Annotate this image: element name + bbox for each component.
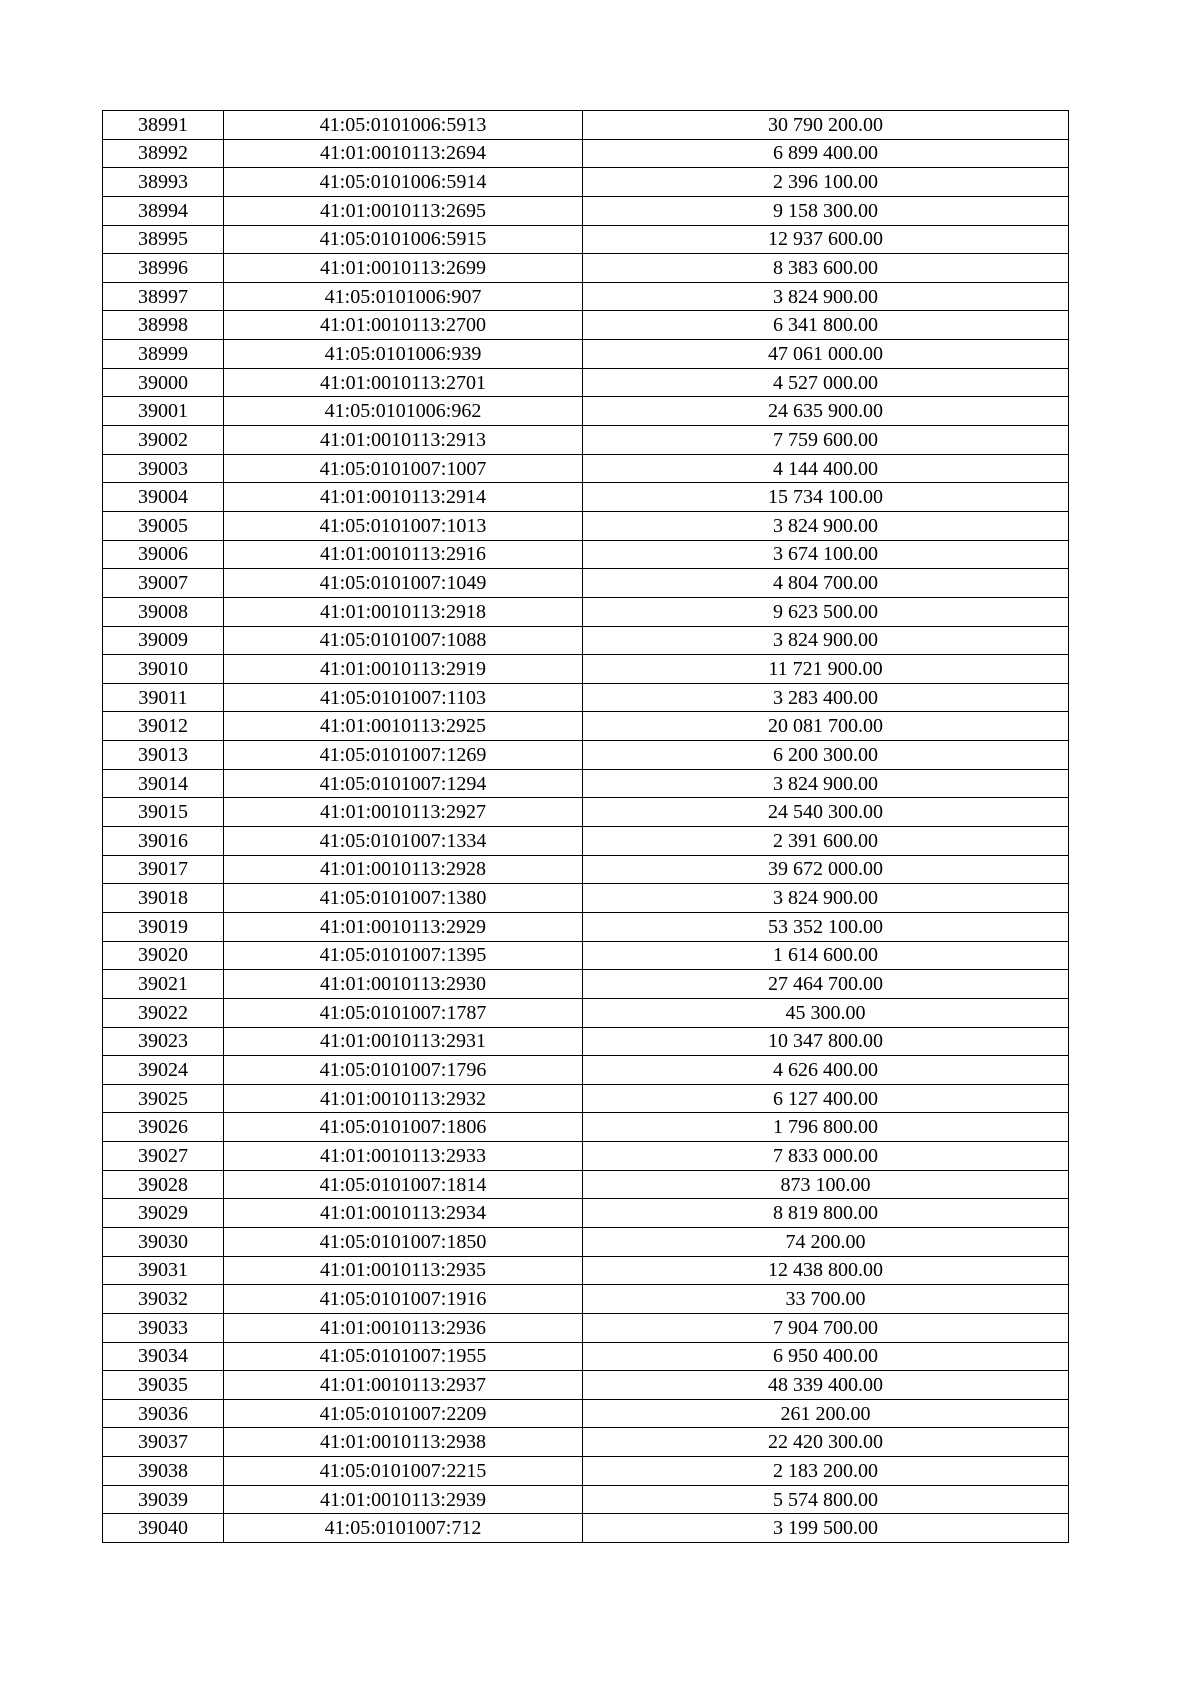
row-number-cell: 39021 — [103, 970, 224, 999]
row-number-cell: 39028 — [103, 1170, 224, 1199]
cadastral-value-cell: 22 420 300.00 — [583, 1428, 1069, 1457]
cadastral-number-cell: 41:05:0101007:1814 — [224, 1170, 583, 1199]
cadastral-number-cell: 41:05:0101006:962 — [224, 397, 583, 426]
cadastral-number-cell: 41:01:0010113:2699 — [224, 254, 583, 283]
cadastral-value-cell: 12 438 800.00 — [583, 1256, 1069, 1285]
cadastral-value-cell: 261 200.00 — [583, 1399, 1069, 1428]
cadastral-number-cell: 41:05:0101007:1007 — [224, 454, 583, 483]
table-row — [103, 1485, 1069, 1514]
cadastral-value-cell: 6 950 400.00 — [583, 1342, 1069, 1371]
cadastral-number-cell: 41:05:0101007:1796 — [224, 1056, 583, 1085]
table-row — [103, 597, 1069, 626]
cadastral-value-cell: 1 796 800.00 — [583, 1113, 1069, 1142]
row-number-cell: 39022 — [103, 998, 224, 1027]
table-row — [103, 1113, 1069, 1142]
cadastral-number-cell: 41:01:0010113:2933 — [224, 1142, 583, 1171]
table-row — [103, 655, 1069, 684]
table-row — [103, 683, 1069, 712]
cadastral-value-cell: 3 824 900.00 — [583, 511, 1069, 540]
cadastral-number-cell: 41:05:0101007:1103 — [224, 683, 583, 712]
row-number-cell: 39008 — [103, 597, 224, 626]
table-row — [103, 1227, 1069, 1256]
row-number-cell: 39034 — [103, 1342, 224, 1371]
cadastral-number-cell: 41:05:0101007:1013 — [224, 511, 583, 540]
table-row — [103, 912, 1069, 941]
row-number-cell: 38996 — [103, 254, 224, 283]
row-number-cell: 39023 — [103, 1027, 224, 1056]
table-row — [103, 1371, 1069, 1400]
table-row — [103, 1457, 1069, 1486]
cadastral-number-cell: 41:01:0010113:2701 — [224, 368, 583, 397]
row-number-cell: 39006 — [103, 540, 224, 569]
row-number-cell: 38999 — [103, 340, 224, 369]
cadastral-value-cell: 4 527 000.00 — [583, 368, 1069, 397]
table-row — [103, 1256, 1069, 1285]
table-row — [103, 340, 1069, 369]
table-row — [103, 139, 1069, 168]
cadastral-value-cell: 9 158 300.00 — [583, 196, 1069, 225]
row-number-cell: 39015 — [103, 798, 224, 827]
table-row — [103, 798, 1069, 827]
row-number-cell: 38998 — [103, 311, 224, 340]
row-number-cell: 39038 — [103, 1457, 224, 1486]
row-number-cell: 39032 — [103, 1285, 224, 1314]
cadastral-number-cell: 41:01:0010113:2930 — [224, 970, 583, 999]
table-row — [103, 1399, 1069, 1428]
cadastral-number-cell: 41:05:0101006:5915 — [224, 225, 583, 254]
cadastral-value-cell: 10 347 800.00 — [583, 1027, 1069, 1056]
cadastral-value-cell: 873 100.00 — [583, 1170, 1069, 1199]
cadastral-number-cell: 41:05:0101007:1395 — [224, 941, 583, 970]
cadastral-value-cell: 30 790 200.00 — [583, 111, 1069, 140]
cadastral-number-cell: 41:05:0101006:907 — [224, 282, 583, 311]
row-number-cell: 38991 — [103, 111, 224, 140]
cadastral-number-cell: 41:05:0101006:5913 — [224, 111, 583, 140]
row-number-cell: 39011 — [103, 683, 224, 712]
table-row — [103, 540, 1069, 569]
cadastral-number-cell: 41:05:0101007:1294 — [224, 769, 583, 798]
cadastral-number-cell: 41:01:0010113:2925 — [224, 712, 583, 741]
cadastral-number-cell: 41:01:0010113:2927 — [224, 798, 583, 827]
row-number-cell: 39013 — [103, 741, 224, 770]
cadastral-value-cell: 3 824 900.00 — [583, 769, 1069, 798]
cadastral-number-cell: 41:05:0101006:939 — [224, 340, 583, 369]
cadastral-value-cell: 12 937 600.00 — [583, 225, 1069, 254]
row-number-cell: 39003 — [103, 454, 224, 483]
row-number-cell: 39039 — [103, 1485, 224, 1514]
row-number-cell: 39018 — [103, 884, 224, 913]
table-row — [103, 741, 1069, 770]
document-page — [102, 110, 1068, 1543]
cadastral-number-cell: 41:01:0010113:2913 — [224, 426, 583, 455]
cadastral-value-cell: 39 672 000.00 — [583, 855, 1069, 884]
row-number-cell: 38993 — [103, 168, 224, 197]
table-row — [103, 311, 1069, 340]
cadastral-value-cell: 4 626 400.00 — [583, 1056, 1069, 1085]
row-number-cell: 39009 — [103, 626, 224, 655]
cadastral-value-cell: 27 464 700.00 — [583, 970, 1069, 999]
cadastral-number-cell: 41:01:0010113:2937 — [224, 1371, 583, 1400]
row-number-cell: 39007 — [103, 569, 224, 598]
table-row — [103, 196, 1069, 225]
cadastral-value-cell: 53 352 100.00 — [583, 912, 1069, 941]
row-number-cell: 39027 — [103, 1142, 224, 1171]
row-number-cell: 39002 — [103, 426, 224, 455]
cadastral-number-cell: 41:05:0101007:2215 — [224, 1457, 583, 1486]
cadastral-number-cell: 41:01:0010113:2700 — [224, 311, 583, 340]
table-body — [103, 111, 1069, 1543]
table-row — [103, 254, 1069, 283]
cadastral-value-cell: 7 833 000.00 — [583, 1142, 1069, 1171]
cadastral-value-cell: 48 339 400.00 — [583, 1371, 1069, 1400]
row-number-cell: 39024 — [103, 1056, 224, 1085]
table-row — [103, 998, 1069, 1027]
row-number-cell: 39004 — [103, 483, 224, 512]
table-row — [103, 397, 1069, 426]
table-row — [103, 1142, 1069, 1171]
row-number-cell: 38992 — [103, 139, 224, 168]
table-row — [103, 569, 1069, 598]
cadastral-value-cell: 74 200.00 — [583, 1227, 1069, 1256]
cadastral-value-cell: 3 283 400.00 — [583, 683, 1069, 712]
cadastral-number-cell: 41:05:0101007:712 — [224, 1514, 583, 1543]
cadastral-number-cell: 41:05:0101007:1269 — [224, 741, 583, 770]
cadastral-value-cell: 20 081 700.00 — [583, 712, 1069, 741]
row-number-cell: 39025 — [103, 1084, 224, 1113]
cadastral-value-cell: 4 804 700.00 — [583, 569, 1069, 598]
cadastral-number-cell: 41:01:0010113:2916 — [224, 540, 583, 569]
cadastral-value-cell: 3 674 100.00 — [583, 540, 1069, 569]
cadastral-value-cell: 3 199 500.00 — [583, 1514, 1069, 1543]
table-row — [103, 626, 1069, 655]
table-row — [103, 368, 1069, 397]
cadastral-value-cell: 3 824 900.00 — [583, 884, 1069, 913]
cadastral-number-cell: 41:01:0010113:2695 — [224, 196, 583, 225]
row-number-cell: 39000 — [103, 368, 224, 397]
table-row — [103, 1199, 1069, 1228]
table-row — [103, 1514, 1069, 1543]
table-row — [103, 483, 1069, 512]
row-number-cell: 39020 — [103, 941, 224, 970]
cadastral-number-cell: 41:05:0101007:1955 — [224, 1342, 583, 1371]
row-number-cell: 39040 — [103, 1514, 224, 1543]
row-number-cell: 38994 — [103, 196, 224, 225]
table-row — [103, 225, 1069, 254]
table-row — [103, 769, 1069, 798]
cadastral-number-cell: 41:01:0010113:2935 — [224, 1256, 583, 1285]
cadastral-number-cell: 41:01:0010113:2939 — [224, 1485, 583, 1514]
cadastral-number-cell: 41:01:0010113:2919 — [224, 655, 583, 684]
cadastral-value-cell: 2 183 200.00 — [583, 1457, 1069, 1486]
row-number-cell: 39037 — [103, 1428, 224, 1457]
table-row — [103, 1428, 1069, 1457]
cadastral-value-cell: 33 700.00 — [583, 1285, 1069, 1314]
table-row — [103, 941, 1069, 970]
cadastral-number-cell: 41:05:0101007:1088 — [224, 626, 583, 655]
cadastral-number-cell: 41:01:0010113:2938 — [224, 1428, 583, 1457]
cadastral-value-cell: 1 614 600.00 — [583, 941, 1069, 970]
cadastral-value-cell: 47 061 000.00 — [583, 340, 1069, 369]
cadastral-value-cell: 6 200 300.00 — [583, 741, 1069, 770]
table-row — [103, 426, 1069, 455]
cadastral-value-cell: 24 635 900.00 — [583, 397, 1069, 426]
row-number-cell: 39036 — [103, 1399, 224, 1428]
cadastral-value-cell: 2 391 600.00 — [583, 827, 1069, 856]
cadastral-value-cell: 24 540 300.00 — [583, 798, 1069, 827]
table-row — [103, 454, 1069, 483]
row-number-cell: 39017 — [103, 855, 224, 884]
table-row — [103, 1027, 1069, 1056]
cadastral-value-cell: 6 127 400.00 — [583, 1084, 1069, 1113]
table-row — [103, 1056, 1069, 1085]
table-row — [103, 712, 1069, 741]
row-number-cell: 39031 — [103, 1256, 224, 1285]
row-number-cell: 39033 — [103, 1313, 224, 1342]
cadastral-number-cell: 41:05:0101007:1850 — [224, 1227, 583, 1256]
cadastral-number-cell: 41:01:0010113:2936 — [224, 1313, 583, 1342]
cadastral-number-cell: 41:01:0010113:2928 — [224, 855, 583, 884]
row-number-cell: 39012 — [103, 712, 224, 741]
row-number-cell: 39016 — [103, 827, 224, 856]
row-number-cell: 39001 — [103, 397, 224, 426]
row-number-cell: 38997 — [103, 282, 224, 311]
cadastral-number-cell: 41:05:0101006:5914 — [224, 168, 583, 197]
table-row — [103, 1313, 1069, 1342]
cadastral-value-cell: 7 904 700.00 — [583, 1313, 1069, 1342]
cadastral-number-cell: 41:01:0010113:2931 — [224, 1027, 583, 1056]
cadastral-value-cell: 4 144 400.00 — [583, 454, 1069, 483]
cadastral-value-cell: 5 574 800.00 — [583, 1485, 1069, 1514]
cadastral-value-cell: 3 824 900.00 — [583, 282, 1069, 311]
cadastral-number-cell: 41:05:0101007:1806 — [224, 1113, 583, 1142]
cadastral-value-cell: 6 341 800.00 — [583, 311, 1069, 340]
row-number-cell: 39005 — [103, 511, 224, 540]
cadastral-number-cell: 41:01:0010113:2914 — [224, 483, 583, 512]
table-row — [103, 970, 1069, 999]
row-number-cell: 39035 — [103, 1371, 224, 1400]
table-row — [103, 1342, 1069, 1371]
table-row — [103, 1170, 1069, 1199]
cadastral-number-cell: 41:05:0101007:1334 — [224, 827, 583, 856]
table-row — [103, 1084, 1069, 1113]
table-row — [103, 827, 1069, 856]
row-number-cell: 38995 — [103, 225, 224, 254]
cadastral-number-cell: 41:01:0010113:2694 — [224, 139, 583, 168]
cadastral-number-cell: 41:05:0101007:1380 — [224, 884, 583, 913]
cadastral-value-cell: 8 819 800.00 — [583, 1199, 1069, 1228]
cadastral-value-table — [102, 110, 1069, 1543]
table-row — [103, 282, 1069, 311]
table-row — [103, 111, 1069, 140]
cadastral-value-cell: 11 721 900.00 — [583, 655, 1069, 684]
row-number-cell: 39026 — [103, 1113, 224, 1142]
row-number-cell: 39019 — [103, 912, 224, 941]
table-row — [103, 1285, 1069, 1314]
row-number-cell: 39010 — [103, 655, 224, 684]
cadastral-number-cell: 41:05:0101007:1787 — [224, 998, 583, 1027]
cadastral-number-cell: 41:05:0101007:2209 — [224, 1399, 583, 1428]
cadastral-value-cell: 6 899 400.00 — [583, 139, 1069, 168]
cadastral-value-cell: 3 824 900.00 — [583, 626, 1069, 655]
cadastral-value-cell: 2 396 100.00 — [583, 168, 1069, 197]
row-number-cell: 39014 — [103, 769, 224, 798]
cadastral-number-cell: 41:05:0101007:1049 — [224, 569, 583, 598]
table-row — [103, 884, 1069, 913]
cadastral-value-cell: 9 623 500.00 — [583, 597, 1069, 626]
cadastral-number-cell: 41:01:0010113:2934 — [224, 1199, 583, 1228]
table-row — [103, 855, 1069, 884]
cadastral-value-cell: 15 734 100.00 — [583, 483, 1069, 512]
cadastral-number-cell: 41:01:0010113:2918 — [224, 597, 583, 626]
cadastral-number-cell: 41:01:0010113:2932 — [224, 1084, 583, 1113]
cadastral-value-cell: 8 383 600.00 — [583, 254, 1069, 283]
cadastral-value-cell: 7 759 600.00 — [583, 426, 1069, 455]
cadastral-value-cell: 45 300.00 — [583, 998, 1069, 1027]
table-row — [103, 511, 1069, 540]
cadastral-number-cell: 41:01:0010113:2929 — [224, 912, 583, 941]
table-row — [103, 168, 1069, 197]
row-number-cell: 39030 — [103, 1227, 224, 1256]
cadastral-number-cell: 41:05:0101007:1916 — [224, 1285, 583, 1314]
row-number-cell: 39029 — [103, 1199, 224, 1228]
